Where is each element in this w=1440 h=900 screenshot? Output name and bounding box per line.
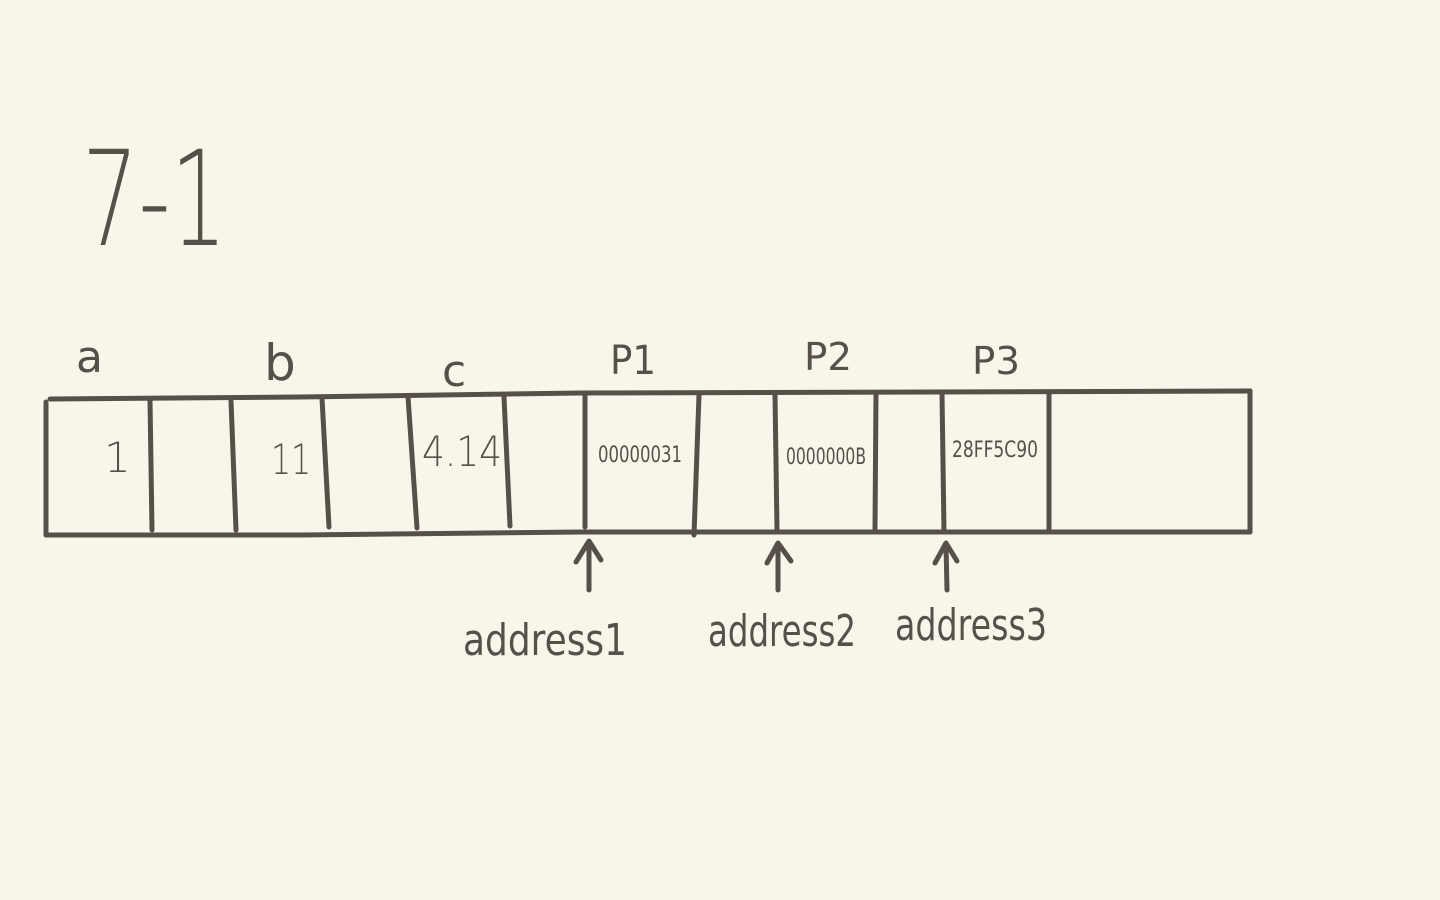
variable-label-b: b: [264, 334, 296, 392]
memory-strip-top-edge: [50, 391, 1250, 399]
arrow-up-icon: [767, 543, 791, 590]
cell-values: [104, 427, 1038, 484]
cell-value-a: 1: [104, 433, 131, 482]
cell-value-p3: 28FF5C90: [952, 438, 1038, 463]
address-label-2: address2: [708, 606, 856, 657]
cell-value-p1: 00000031: [598, 443, 682, 468]
variable-labels: [76, 332, 1020, 397]
cell-divider: [775, 394, 777, 530]
cell-divider: [942, 393, 944, 532]
address-arrows: [576, 541, 957, 590]
cell-divider: [875, 393, 876, 529]
variable-label-p2: P2: [804, 335, 852, 379]
cell-value-p2: 0000000B: [786, 445, 866, 470]
memory-strip-bottom-edge: [46, 532, 1250, 535]
cell-divider: [231, 401, 236, 530]
address-labels: [463, 600, 1047, 666]
cell-divider: [322, 398, 329, 527]
variable-label-a: a: [76, 332, 103, 383]
variable-label-c: c: [442, 346, 467, 397]
cell-divider: [150, 400, 152, 530]
address-label-3: address3: [895, 600, 1047, 651]
diagram-title: 7-1: [82, 123, 227, 277]
cell-value-b: 11: [271, 435, 311, 484]
arrow-up-icon: [935, 543, 957, 590]
address-label-1: address1: [463, 615, 627, 666]
variable-label-p1: P1: [610, 338, 656, 384]
cell-divider: [408, 397, 417, 528]
variable-label-p3: P3: [972, 339, 1020, 383]
cell-divider: [504, 397, 510, 526]
cell-value-c: 4.14: [422, 427, 502, 476]
arrow-up-icon: [576, 541, 601, 590]
cell-divider: [694, 395, 699, 535]
